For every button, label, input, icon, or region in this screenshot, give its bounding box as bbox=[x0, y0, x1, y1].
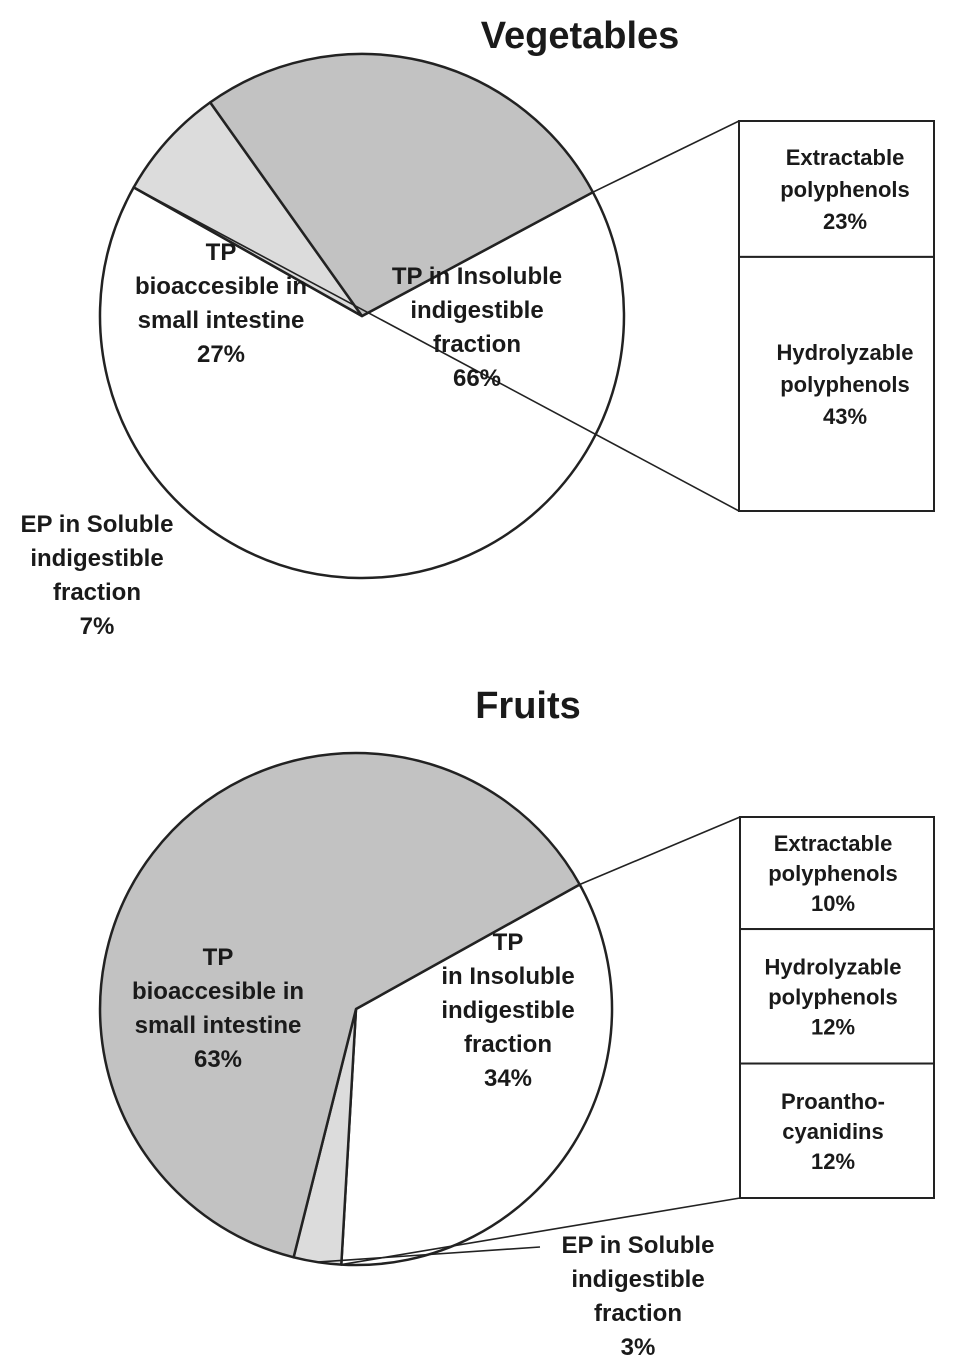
slice-label: TP bbox=[202, 944, 234, 971]
slice-label: indigestible bbox=[571, 1266, 705, 1293]
breakdown-label: Hydrolyzable bbox=[776, 339, 914, 365]
slice-label: small intestine bbox=[134, 1012, 302, 1039]
breakdown-label: polyphenols bbox=[780, 176, 910, 202]
fruits-chart bbox=[100, 685, 934, 1361]
slice-label: fraction bbox=[463, 1031, 553, 1058]
slice-label: fraction bbox=[52, 579, 142, 606]
breakdown-label: 12% bbox=[810, 1014, 856, 1040]
slice-label: in Insoluble bbox=[441, 963, 575, 990]
slice-label: fraction bbox=[432, 331, 522, 358]
chart-title: Fruits bbox=[475, 685, 581, 727]
breakdown-label: Extractable bbox=[785, 144, 905, 170]
slice-label: 66% bbox=[452, 365, 502, 392]
slice-label: 34% bbox=[483, 1065, 533, 1092]
slice-label: bioaccesible in bbox=[131, 978, 305, 1005]
breakdown-label: 23% bbox=[822, 208, 868, 234]
slice-label: indigestible bbox=[410, 297, 544, 324]
breakdown-label: polyphenols bbox=[768, 984, 898, 1010]
breakdown-label: Proantho- bbox=[781, 1088, 885, 1114]
slice-label: indigestible bbox=[30, 545, 164, 572]
breakdown-label: Extractable bbox=[773, 831, 893, 857]
breakdown-label: polyphenols bbox=[780, 371, 910, 397]
connector-line bbox=[593, 121, 739, 192]
breakdown-label: Hydrolyzable bbox=[764, 954, 902, 980]
breakdown-label: cyanidins bbox=[782, 1118, 884, 1144]
slice-label: 7% bbox=[79, 613, 115, 640]
breakdown-label: 12% bbox=[810, 1148, 856, 1174]
vegetables-chart bbox=[21, 15, 934, 640]
slice-label: fraction bbox=[593, 1300, 683, 1327]
breakdown-label: 43% bbox=[822, 403, 868, 429]
chart-title: Vegetables bbox=[480, 15, 680, 57]
slice-label: 3% bbox=[620, 1334, 656, 1361]
slice-label: TP bbox=[205, 239, 237, 266]
slice-label: small intestine bbox=[137, 307, 305, 334]
slice-label: EP in Soluble bbox=[561, 1232, 715, 1259]
slice-label: 63% bbox=[193, 1046, 243, 1073]
connector-line bbox=[580, 817, 740, 884]
slice-label: bioaccesible in bbox=[134, 273, 308, 300]
slice-label: 27% bbox=[196, 341, 246, 368]
breakdown-label: 10% bbox=[810, 891, 856, 917]
breakdown-label: polyphenols bbox=[768, 861, 898, 887]
slice-label: TP bbox=[492, 929, 524, 956]
slice-label: EP in Soluble bbox=[20, 511, 174, 538]
slice-label: TP in Insoluble bbox=[391, 263, 563, 290]
slice-label: indigestible bbox=[441, 997, 575, 1024]
